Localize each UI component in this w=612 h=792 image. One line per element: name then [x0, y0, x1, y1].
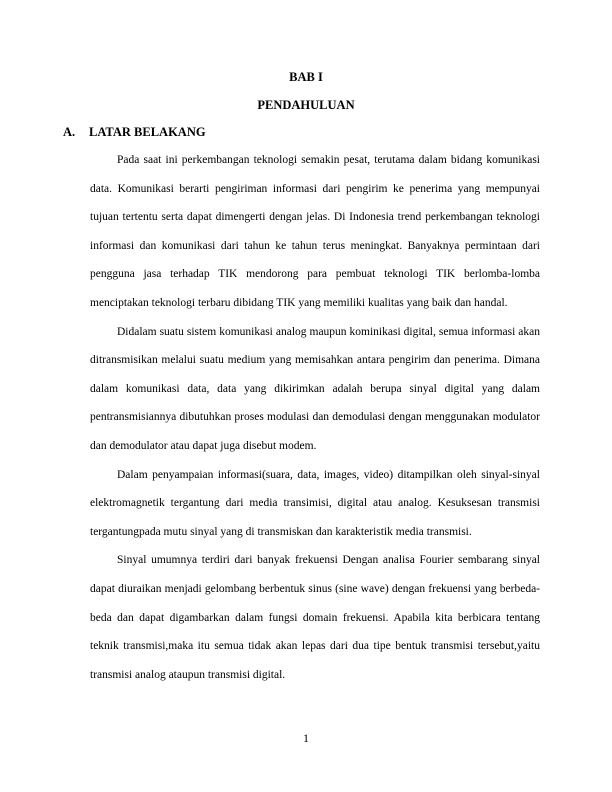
paragraph: Sinyal umumnya terdiri dari banyak frekuensi Dengan analisa Fourier sembarang sinyal dapat diuraikan menjadi gelombang berbentuk sinus (sine wave) dengan frekuensi yang berbeda-beda dan dapat digambarkan dalam fungsi domain frekuensi. Apabila kita berbicara tentang teknik transmisi,maka itu semua tidak akan lepas dari dua tipe bentuk transmisi tersebut,yaitu transmisi analog ataupun transmisi digital.	[90, 554, 540, 681]
section-title: LATAR BELAKANG	[89, 125, 206, 139]
paragraph: Pada saat ini perkembangan teknologi semakin pesat, terutama dalam bidang komunikasi data. Komunikasi berarti pengiriman informasi dari pengirim ke penerima yang mempunyai tujuan tertentu serta dapat dimengerti dengan jelas. Di Indonesia trend perkembangan teknologi informasi dan komunikasi dari tahun ke tahun terus meningkat. Banyaknya permintaan dari pengguna jasa terhadap TIK mendorong para pembuat teknologi TIK berlomba-lomba menciptakan teknologi terbaru dibidang TIK yang memiliki kualitas yang baik dan handal.	[90, 154, 540, 309]
page-number: 1	[303, 731, 309, 745]
body-text	[90, 146, 540, 689]
section-heading	[63, 125, 206, 140]
paragraph: Dalam penyampaian informasi(suara, data, images, video) ditampilkan oleh sinyal-sinyal elektromagnetik tergantung dari media transimisi, digital atau analog. Kesuksesan transmisi tergantungpada mutu sinyal yang di transmiskan dan karakteristik media transmisi.	[90, 468, 540, 538]
paragraph: Didalam suatu sistem komunikasi analog maupun kominikasi digital, semua informasi akan ditransmisikan melalui suatu medium yang memisahkan antara pengirim dan penerima. Dimana dalam komunikasi data, data yang dikirimkan adalah berupa sinyal digital yang dalam pentransmisiannya dibutuhkan proses modulasi dan demodulasi dengan menggunakan modulator dan demodulator atau dapat juga disebut modem.	[90, 325, 540, 452]
section-marker: A.	[63, 125, 76, 139]
chapter-number: BAB I	[289, 70, 323, 84]
chapter-title: PENDAHULUAN	[257, 98, 355, 112]
